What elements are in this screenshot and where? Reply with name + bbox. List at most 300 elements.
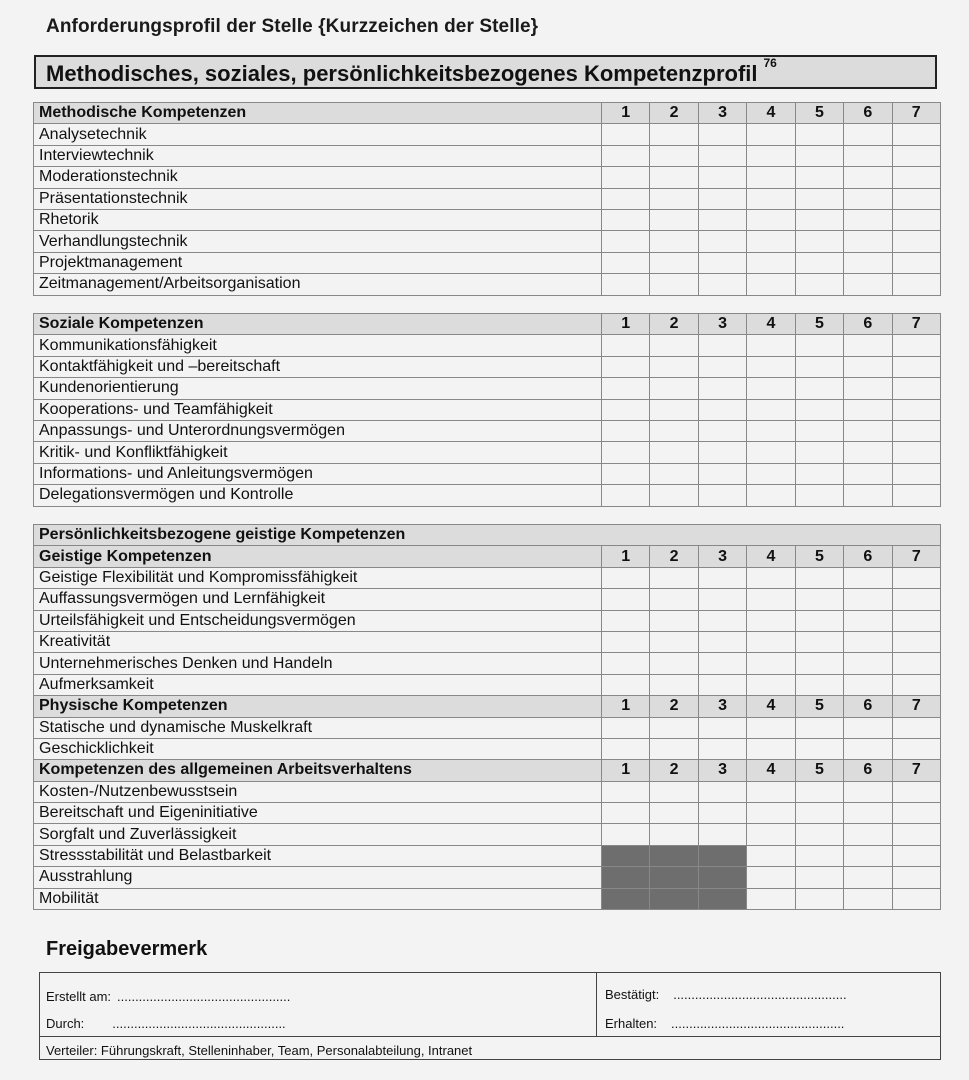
- table-persoenlichkeit: [33, 524, 941, 910]
- rating-cell-1: [602, 888, 650, 909]
- rating-cell-6[interactable]: [844, 231, 892, 252]
- scale-header-5: 5: [795, 103, 843, 124]
- rating-cell-6[interactable]: [844, 252, 892, 273]
- section-header: Kompetenzen des allgemeinen Arbeitsverhaltens: [34, 760, 602, 781]
- rating-cell-7[interactable]: [892, 674, 940, 695]
- rating-cell-5[interactable]: [795, 824, 843, 845]
- competency-label: Präsentationstechnik: [34, 188, 602, 209]
- erhalten-label: Erhalten:: [605, 1016, 658, 1031]
- table-row: [34, 399, 941, 420]
- competency-label: Kundenorientierung: [34, 378, 602, 399]
- rating-cell-3: [698, 867, 746, 888]
- rating-cell-5[interactable]: [795, 124, 843, 145]
- rating-cell-2[interactable]: [650, 231, 698, 252]
- rating-cell-3[interactable]: [698, 399, 746, 420]
- rating-cell-1[interactable]: [602, 274, 650, 295]
- rating-cell-3[interactable]: [698, 274, 746, 295]
- rating-cell-7[interactable]: [892, 485, 940, 506]
- rating-cell-1[interactable]: [602, 610, 650, 631]
- rating-cell-5[interactable]: [795, 803, 843, 824]
- rating-cell-4[interactable]: [747, 717, 795, 738]
- rating-cell-2[interactable]: [650, 463, 698, 484]
- rating-cell-3[interactable]: [698, 717, 746, 738]
- competency-label: Analysetechnik: [34, 124, 602, 145]
- scale-header-4: 4: [747, 314, 795, 335]
- table-row: [34, 653, 941, 674]
- rating-cell-5[interactable]: [795, 188, 843, 209]
- rating-cell-2[interactable]: [650, 209, 698, 230]
- rating-cell-5[interactable]: [795, 463, 843, 484]
- rating-cell-6[interactable]: [844, 145, 892, 166]
- rating-cell-1[interactable]: [602, 485, 650, 506]
- rating-cell-7[interactable]: [892, 589, 940, 610]
- rating-cell-2[interactable]: [650, 653, 698, 674]
- rating-cell-7[interactable]: [892, 274, 940, 295]
- rating-cell-6[interactable]: [844, 738, 892, 759]
- rating-cell-4[interactable]: [747, 378, 795, 399]
- header-geistige: [34, 546, 941, 567]
- competency-label: Aufmerksamkeit: [34, 674, 602, 695]
- rating-cell-4[interactable]: [747, 781, 795, 802]
- rating-cell-1[interactable]: [602, 252, 650, 273]
- rating-cell-2[interactable]: [650, 399, 698, 420]
- rating-cell-1[interactable]: [602, 589, 650, 610]
- table-row: [34, 463, 941, 484]
- rating-cell-2[interactable]: [650, 356, 698, 377]
- rating-cell-3[interactable]: [698, 485, 746, 506]
- rating-cell-5[interactable]: [795, 610, 843, 631]
- rating-cell-5[interactable]: [795, 845, 843, 866]
- rating-cell-2[interactable]: [650, 252, 698, 273]
- rating-cell-1[interactable]: [602, 356, 650, 377]
- rating-cell-3[interactable]: [698, 378, 746, 399]
- rating-cell-2[interactable]: [650, 188, 698, 209]
- document-title: Anforderungsprofil der Stelle {Kurzzeichen der Stelle}: [46, 16, 539, 37]
- erhalten-field[interactable]: [605, 1016, 844, 1031]
- rating-cell-7[interactable]: [892, 188, 940, 209]
- competency-label: Zeitmanagement/Arbeitsorganisation: [34, 274, 602, 295]
- rating-cell-2[interactable]: [650, 335, 698, 356]
- scale-header-7: 7: [892, 696, 940, 717]
- rating-cell-5[interactable]: [795, 888, 843, 909]
- scale-header-7: 7: [892, 546, 940, 567]
- rating-cell-6[interactable]: [844, 420, 892, 441]
- scale-header-4: 4: [747, 546, 795, 567]
- rating-cell-7[interactable]: [892, 781, 940, 802]
- rating-cell-6[interactable]: [844, 610, 892, 631]
- rating-cell-2[interactable]: [650, 803, 698, 824]
- profile-banner: [34, 55, 937, 89]
- rating-cell-5[interactable]: [795, 231, 843, 252]
- rating-cell-6[interactable]: [844, 845, 892, 866]
- rating-cell-2[interactable]: [650, 717, 698, 738]
- rating-cell-5[interactable]: [795, 167, 843, 188]
- bestaetigt-field[interactable]: [605, 987, 847, 1002]
- rating-cell-6[interactable]: [844, 188, 892, 209]
- rating-cell-1[interactable]: [602, 420, 650, 441]
- rating-cell-1[interactable]: [602, 631, 650, 652]
- rating-cell-3[interactable]: [698, 567, 746, 588]
- rating-cell-4[interactable]: [747, 867, 795, 888]
- scale-header-7: 7: [892, 760, 940, 781]
- competency-label: Ausstrahlung: [34, 867, 602, 888]
- competency-label: Delegationsvermögen und Kontrolle: [34, 485, 602, 506]
- rating-cell-3[interactable]: [698, 442, 746, 463]
- section-header: Persönlichkeitsbezogene geistige Kompetenzen: [34, 525, 941, 546]
- competency-label: Statische und dynamische Muskelkraft: [34, 717, 602, 738]
- rating-cell-5[interactable]: [795, 781, 843, 802]
- scale-header-2: 2: [650, 314, 698, 335]
- table-row: [34, 335, 941, 356]
- rating-cell-3[interactable]: [698, 631, 746, 652]
- rating-cell-1[interactable]: [602, 145, 650, 166]
- rating-cell-7[interactable]: [892, 824, 940, 845]
- table-row: [34, 567, 941, 588]
- rating-cell-3[interactable]: [698, 188, 746, 209]
- rating-cell-7[interactable]: [892, 399, 940, 420]
- rating-cell-6[interactable]: [844, 631, 892, 652]
- scale-header-4: 4: [747, 760, 795, 781]
- rating-cell-6[interactable]: [844, 674, 892, 695]
- durch-field[interactable]: [46, 1016, 286, 1031]
- erhalten-dots: ................................................: [671, 1016, 845, 1031]
- rating-cell-2[interactable]: [650, 631, 698, 652]
- rating-cell-3[interactable]: [698, 231, 746, 252]
- rating-cell-4[interactable]: [747, 803, 795, 824]
- competency-label: Rhetorik: [34, 209, 602, 230]
- rating-cell-4[interactable]: [747, 356, 795, 377]
- scale-header-7: 7: [892, 314, 940, 335]
- scale-header-3: 3: [698, 314, 746, 335]
- scale-header-1: 1: [602, 696, 650, 717]
- erstellt-dots: ................................................: [117, 989, 291, 1004]
- rating-cell-6[interactable]: [844, 717, 892, 738]
- section-header: Methodische Kompetenzen: [34, 103, 602, 124]
- rating-cell-1[interactable]: [602, 717, 650, 738]
- rating-cell-7[interactable]: [892, 653, 940, 674]
- table-row: [34, 589, 941, 610]
- rating-cell-7[interactable]: [892, 209, 940, 230]
- durch-dots: ................................................: [112, 1016, 286, 1031]
- rating-cell-5[interactable]: [795, 209, 843, 230]
- table-row: [34, 145, 941, 166]
- rating-cell-3[interactable]: [698, 335, 746, 356]
- rating-cell-2[interactable]: [650, 124, 698, 145]
- rating-cell-4[interactable]: [747, 567, 795, 588]
- rating-cell-4[interactable]: [747, 824, 795, 845]
- rating-cell-5[interactable]: [795, 867, 843, 888]
- rating-cell-5[interactable]: [795, 145, 843, 166]
- footnote-marker: 76: [763, 55, 777, 70]
- scale-header-6: 6: [844, 760, 892, 781]
- rating-cell-6[interactable]: [844, 124, 892, 145]
- rating-cell-5[interactable]: [795, 485, 843, 506]
- rating-cell-1[interactable]: [602, 188, 650, 209]
- competency-label: Kritik- und Konfliktfähigkeit: [34, 442, 602, 463]
- competency-label: Interviewtechnik: [34, 145, 602, 166]
- rating-cell-6[interactable]: [844, 274, 892, 295]
- rating-cell-4[interactable]: [747, 738, 795, 759]
- competency-label: Kooperations- und Teamfähigkeit: [34, 399, 602, 420]
- divider: [596, 973, 597, 1036]
- competency-label: Informations- und Anleitungsvermögen: [34, 463, 602, 484]
- rating-cell-6[interactable]: [844, 653, 892, 674]
- table-row: [34, 781, 941, 802]
- rating-cell-6[interactable]: [844, 209, 892, 230]
- competency-label: Urteilsfähigkeit und Entscheidungsvermögen: [34, 610, 602, 631]
- rating-cell-7[interactable]: [892, 335, 940, 356]
- rating-cell-6[interactable]: [844, 803, 892, 824]
- durch-label: Durch:: [46, 1016, 85, 1031]
- rating-cell-3[interactable]: [698, 167, 746, 188]
- rating-cell-6[interactable]: [844, 378, 892, 399]
- rating-cell-4[interactable]: [747, 167, 795, 188]
- rating-cell-4[interactable]: [747, 188, 795, 209]
- rating-cell-3[interactable]: [698, 145, 746, 166]
- rating-cell-3[interactable]: [698, 781, 746, 802]
- rating-cell-4[interactable]: [747, 888, 795, 909]
- table-row: [34, 442, 941, 463]
- rating-cell-4[interactable]: [747, 399, 795, 420]
- rating-cell-7[interactable]: [892, 867, 940, 888]
- table-row: [34, 631, 941, 652]
- scale-header-4: 4: [747, 696, 795, 717]
- rating-cell-4[interactable]: [747, 209, 795, 230]
- section-header: Soziale Kompetenzen: [34, 314, 602, 335]
- competency-label: Auffassungsvermögen und Lernfähigkeit: [34, 589, 602, 610]
- rating-cell-5[interactable]: [795, 738, 843, 759]
- rating-cell-7[interactable]: [892, 738, 940, 759]
- competency-label: Unternehmerisches Denken und Handeln: [34, 653, 602, 674]
- rating-cell-2[interactable]: [650, 442, 698, 463]
- scale-header-3: 3: [698, 546, 746, 567]
- rating-cell-2[interactable]: [650, 378, 698, 399]
- rating-cell-6[interactable]: [844, 399, 892, 420]
- competency-label: Moderationstechnik: [34, 167, 602, 188]
- rating-cell-4[interactable]: [747, 335, 795, 356]
- table-row: [34, 231, 941, 252]
- rating-cell-4[interactable]: [747, 589, 795, 610]
- rating-cell-1[interactable]: [602, 463, 650, 484]
- rating-cell-7[interactable]: [892, 463, 940, 484]
- table-row: [34, 867, 941, 888]
- scale-header-5: 5: [795, 760, 843, 781]
- rating-cell-1[interactable]: [602, 399, 650, 420]
- rating-cell-3: [698, 888, 746, 909]
- rating-cell-3[interactable]: [698, 124, 746, 145]
- rating-cell-2: [650, 867, 698, 888]
- rating-cell-5[interactable]: [795, 274, 843, 295]
- rating-cell-7[interactable]: [892, 167, 940, 188]
- rating-cell-4[interactable]: [747, 610, 795, 631]
- rating-cell-6[interactable]: [844, 867, 892, 888]
- table-methodische: [33, 102, 941, 296]
- rating-cell-4[interactable]: [747, 420, 795, 441]
- rating-cell-2[interactable]: [650, 167, 698, 188]
- rating-cell-1[interactable]: [602, 738, 650, 759]
- rating-cell-5[interactable]: [795, 674, 843, 695]
- rating-cell-4[interactable]: [747, 145, 795, 166]
- rating-cell-2[interactable]: [650, 567, 698, 588]
- release-box: [39, 972, 941, 1060]
- rating-cell-3[interactable]: [698, 738, 746, 759]
- rating-cell-4[interactable]: [747, 124, 795, 145]
- rating-cell-4[interactable]: [747, 231, 795, 252]
- rating-cell-2[interactable]: [650, 485, 698, 506]
- scale-header-3: 3: [698, 103, 746, 124]
- rating-cell-4[interactable]: [747, 674, 795, 695]
- rating-cell-3[interactable]: [698, 674, 746, 695]
- rating-cell-1[interactable]: [602, 803, 650, 824]
- rating-cell-1[interactable]: [602, 442, 650, 463]
- rating-cell-2[interactable]: [650, 610, 698, 631]
- rating-cell-5[interactable]: [795, 717, 843, 738]
- rating-cell-5[interactable]: [795, 378, 843, 399]
- rating-cell-1[interactable]: [602, 335, 650, 356]
- competency-label: Kommunikationsfähigkeit: [34, 335, 602, 356]
- rating-cell-4[interactable]: [747, 653, 795, 674]
- rating-cell-1[interactable]: [602, 674, 650, 695]
- rating-cell-1[interactable]: [602, 124, 650, 145]
- rating-cell-3[interactable]: [698, 653, 746, 674]
- rating-cell-4[interactable]: [747, 442, 795, 463]
- rating-cell-7[interactable]: [892, 803, 940, 824]
- rating-cell-3[interactable]: [698, 420, 746, 441]
- verteiler: Verteiler: Führungskraft, Stelleninhaber, Team, Personalabteilung, Intranet: [46, 1043, 473, 1058]
- table-row: [34, 124, 941, 145]
- rating-cell-2[interactable]: [650, 824, 698, 845]
- rating-cell-4[interactable]: [747, 485, 795, 506]
- table-row: [34, 274, 941, 295]
- rating-cell-3[interactable]: [698, 610, 746, 631]
- table-row: [34, 485, 941, 506]
- rating-cell-1[interactable]: [602, 209, 650, 230]
- rating-cell-6[interactable]: [844, 485, 892, 506]
- table-row: [34, 888, 941, 909]
- rating-cell-1: [602, 845, 650, 866]
- rating-cell-5[interactable]: [795, 653, 843, 674]
- rating-cell-4[interactable]: [747, 463, 795, 484]
- rating-cell-7[interactable]: [892, 378, 940, 399]
- rating-cell-7[interactable]: [892, 124, 940, 145]
- scale-header-5: 5: [795, 696, 843, 717]
- scale-header-6: 6: [844, 314, 892, 335]
- rating-cell-2[interactable]: [650, 274, 698, 295]
- rating-cell-2[interactable]: [650, 781, 698, 802]
- rating-cell-7[interactable]: [892, 420, 940, 441]
- scale-header-5: 5: [795, 546, 843, 567]
- rating-cell-2[interactable]: [650, 145, 698, 166]
- scale-header-6: 6: [844, 103, 892, 124]
- erstellt-field[interactable]: [46, 989, 290, 1004]
- release-title: Freigabevermerk: [46, 938, 208, 960]
- rating-cell-4[interactable]: [747, 631, 795, 652]
- rating-cell-4[interactable]: [747, 252, 795, 273]
- rating-cell-2[interactable]: [650, 589, 698, 610]
- competency-label: Verhandlungstechnik: [34, 231, 602, 252]
- rating-cell-6[interactable]: [844, 589, 892, 610]
- rating-cell-7[interactable]: [892, 442, 940, 463]
- rating-cell-7[interactable]: [892, 356, 940, 377]
- rating-cell-1[interactable]: [602, 653, 650, 674]
- rating-cell-7[interactable]: [892, 610, 940, 631]
- rating-cell-7[interactable]: [892, 845, 940, 866]
- rating-cell-6[interactable]: [844, 463, 892, 484]
- rating-cell-5[interactable]: [795, 567, 843, 588]
- rating-cell-5[interactable]: [795, 589, 843, 610]
- section-header: Geistige Kompetenzen: [34, 546, 602, 567]
- rating-cell-1[interactable]: [602, 781, 650, 802]
- rating-cell-7[interactable]: [892, 717, 940, 738]
- rating-cell-2[interactable]: [650, 420, 698, 441]
- bestaetigt-label: Bestätigt:: [605, 987, 660, 1002]
- scale-header-1: 1: [602, 103, 650, 124]
- rating-cell-7[interactable]: [892, 252, 940, 273]
- rating-cell-6[interactable]: [844, 781, 892, 802]
- rating-cell-1[interactable]: [602, 567, 650, 588]
- rating-cell-3[interactable]: [698, 803, 746, 824]
- rating-cell-3[interactable]: [698, 356, 746, 377]
- rating-cell-7[interactable]: [892, 631, 940, 652]
- rating-cell-3[interactable]: [698, 463, 746, 484]
- rating-cell-1[interactable]: [602, 231, 650, 252]
- profile-title: [46, 55, 777, 87]
- table-row: [34, 610, 941, 631]
- rating-cell-5[interactable]: [795, 399, 843, 420]
- rating-cell-5[interactable]: [795, 356, 843, 377]
- rating-cell-7[interactable]: [892, 567, 940, 588]
- rating-cell-2[interactable]: [650, 738, 698, 759]
- table-row: [34, 167, 941, 188]
- table-row: [34, 674, 941, 695]
- rating-cell-6[interactable]: [844, 356, 892, 377]
- rating-cell-1[interactable]: [602, 167, 650, 188]
- rating-cell-6[interactable]: [844, 567, 892, 588]
- table-row: [34, 803, 941, 824]
- rating-cell-6[interactable]: [844, 888, 892, 909]
- table-soziale: [33, 313, 941, 507]
- rating-cell-3[interactable]: [698, 252, 746, 273]
- competency-label: Geschicklichkeit: [34, 738, 602, 759]
- competency-label: Geistige Flexibilität und Kompromissfähigkeit: [34, 567, 602, 588]
- competency-label: Sorgfalt und Zuverlässigkeit: [34, 824, 602, 845]
- rating-cell-6[interactable]: [844, 442, 892, 463]
- erstellt-label: Erstellt am:: [46, 989, 112, 1004]
- rating-cell-5[interactable]: [795, 442, 843, 463]
- rating-cell-7[interactable]: [892, 888, 940, 909]
- rating-cell-3[interactable]: [698, 589, 746, 610]
- section-header: Physische Kompetenzen: [34, 696, 602, 717]
- rating-cell-1[interactable]: [602, 824, 650, 845]
- rating-cell-6[interactable]: [844, 824, 892, 845]
- rating-cell-4[interactable]: [747, 274, 795, 295]
- rating-cell-5[interactable]: [795, 252, 843, 273]
- rating-cell-5[interactable]: [795, 631, 843, 652]
- rating-cell-3[interactable]: [698, 209, 746, 230]
- rating-cell-5[interactable]: [795, 420, 843, 441]
- rating-cell-7[interactable]: [892, 231, 940, 252]
- rating-cell-1[interactable]: [602, 378, 650, 399]
- rating-cell-6[interactable]: [844, 335, 892, 356]
- rating-cell-5[interactable]: [795, 335, 843, 356]
- rating-cell-6[interactable]: [844, 167, 892, 188]
- header-persoenlichkeit: [34, 525, 941, 546]
- rating-cell-2[interactable]: [650, 674, 698, 695]
- rating-cell-7[interactable]: [892, 145, 940, 166]
- rating-cell-4[interactable]: [747, 845, 795, 866]
- scale-header-2: 2: [650, 103, 698, 124]
- rating-cell-3[interactable]: [698, 824, 746, 845]
